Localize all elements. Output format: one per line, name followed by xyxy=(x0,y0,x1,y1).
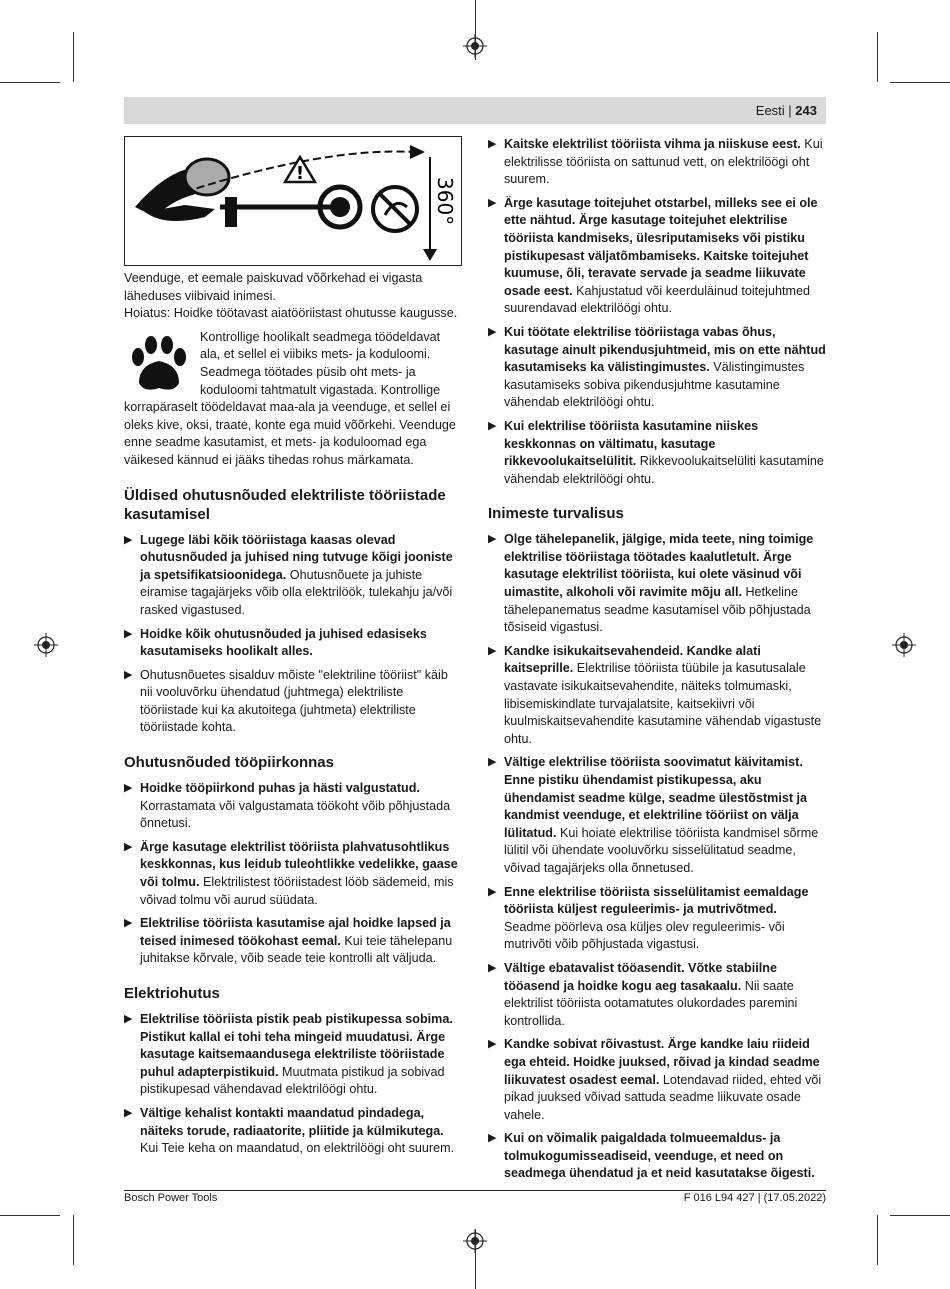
triangle-bullet-icon: ▶ xyxy=(124,668,133,681)
left-column xyxy=(124,270,462,1164)
list-item: ▶ Vältige ebatavalist tööasendit. Võtke stabiilne tööasend ja hoidke kogu aeg tasakaalu. Nii saate elektrilist tööriista ootamatutes olukordades paremini kontrollida. xyxy=(488,960,798,1028)
personal-list xyxy=(488,531,826,1183)
triangle-bullet-icon: ▶ xyxy=(488,533,497,546)
triangle-bullet-icon: ▶ xyxy=(488,885,497,898)
triangle-bullet-icon: ▶ xyxy=(488,756,497,769)
list-item: ▶ Kui elektrilise tööriista kasutamine niiskes keskkonnas on vältimatu, kasutage rikkevoolukaitselülitit. Rikkevoolukaitselüliti kasutamine vähendab elektrilöögi ohtu. xyxy=(488,418,824,486)
triangle-bullet-icon: ▶ xyxy=(488,196,497,209)
crop-mark xyxy=(0,1215,60,1216)
paw-print-icon xyxy=(124,333,194,395)
registration-mark-icon xyxy=(463,1229,487,1253)
footer-rule xyxy=(124,1190,826,1191)
header-bar xyxy=(124,97,826,124)
triangle-bullet-icon: ▶ xyxy=(488,961,497,974)
crop-mark xyxy=(73,1215,74,1265)
triangle-bullet-icon: ▶ xyxy=(124,1013,133,1025)
header-language: Eesti xyxy=(755,103,785,118)
triangle-bullet-icon: ▶ xyxy=(488,644,497,657)
crop-mark xyxy=(877,32,878,82)
registration-mark-icon xyxy=(34,633,58,657)
list-item: ▶ Olge tähelepanelik, jälgige, mida teete, ning toimige elektrilise tööriistaga töötades kaalutletult. Ärge kasutage elektrilist tööriista, kui olete väsinud või uimastite, alkoholi või ravimite mõju all. Hetkeline tähelepanematus seadme kasutamisel võib põhjustada tõsiseid vigastusi. xyxy=(488,532,814,635)
list-item: ▶ Kui töötate elektrilise tööriistaga vabas õhus, kasutage ainult pikendusjuhtmeid, mis on ette nähtud kasutamiseks ka välistingimustes. Välistingimustes kasutamiseks sobiva pikendusjuhtme kasutamine vähendab elektrilöögi ohtu. xyxy=(488,324,826,410)
list-item: ▶ Hoidke kõik ohutusnõuded ja juhised edasiseks kasutamiseks hoolikalt alles. xyxy=(124,626,427,659)
triangle-bullet-icon: ▶ xyxy=(124,782,133,795)
page-number: 243 xyxy=(795,103,817,118)
triangle-bullet-icon: ▶ xyxy=(488,138,497,150)
list-item: ▶ Elektrilise tööriista kasutamise ajal hoidke lapsed ja teised inimesed töökohast eemal. Kui teie tähelepanu juhitakse kõrvale, võib seade teie kontrolli alt väljuda. xyxy=(124,916,453,966)
list-item: ▶ Kaitske elektrilist tööriista vihma ja niiskuse eest. Kui elektrilisse tööriista on sattunud vett, on elektrilöögi oht suurem. xyxy=(488,137,823,187)
right-column xyxy=(488,136,826,1189)
page-header: Eesti | 243 xyxy=(755,103,817,118)
rotation-label: 360° xyxy=(433,177,457,226)
footer-publisher: Bosch Power Tools xyxy=(124,1192,218,1204)
list-item: ▶ Ohutusnõuetes sisalduv mõiste "elektriline tööriist" käib nii vooluvõrku ühendatud (juhtmega) elektriliste tööriistade kui ka akutoitega (juhtmeta) elektriliste tööriistade kohta. xyxy=(124,667,448,735)
triangle-bullet-icon: ▶ xyxy=(124,627,133,640)
list-item: ▶ Hoidke tööpiirkond puhas ja hästi valgustatud. Korrastamata või valgustamata töökoht võib põhjustada õnnetusi. xyxy=(124,781,451,831)
electric-list-continued xyxy=(488,136,826,488)
list-item: ▶ Lugege läbi kõik tööriistaga kaasas olevad ohutusnõuded ja juhised ning tutvuge kõigi jooniste ja spetsifikatsioonidega. Ohutusnõuete ja juhiste eiramise tagajärjeks võib olla elektrilöök, tulekahju ja/või rasked vigastused. xyxy=(124,532,453,617)
triangle-bullet-icon: ▶ xyxy=(124,917,133,930)
list-item: ▶ Kandke isikukaitsevahendeid. Kandke alati kaitseprille. Elektrilise tööriista tüübile ja kasutusalale vastavate isikukaitsevahendite, näiteks tolmumaski, libisemiskindlate turvajalatsite, kaitsekiivri või kuulmiskaitsevahendite kasutamine vähendab vigastuste ohtu. xyxy=(488,643,822,746)
registration-mark-icon xyxy=(892,633,916,657)
intro-text-1: Veenduge, et eemale paiskuvad võõrkehad ei vigasta läheduses viibivaid inimesi. xyxy=(124,271,423,303)
footer-doc-id: F 016 L94 427 | (17.05.2022) xyxy=(683,1192,826,1204)
svg-text:!: ! xyxy=(295,163,305,184)
list-item: ▶ Kui on võimalik paigaldada tolmueemaldus- ja tolmukogumisseadiseid, veenduge, et need on seadmega ühendatud ja et neid kasutatakse õigesti. xyxy=(488,1131,815,1181)
triangle-bullet-icon: ▶ xyxy=(488,419,497,432)
crop-mark xyxy=(890,82,950,83)
triangle-bullet-icon: ▶ xyxy=(488,1132,497,1145)
safety-illustration xyxy=(124,136,462,266)
triangle-bullet-icon: ▶ xyxy=(124,1106,133,1119)
registration-mark-icon xyxy=(463,34,487,58)
crop-mark xyxy=(0,82,60,83)
list-item: ▶ Enne elektrilise tööriista sisselülitamist eemaldage tööriista küljest reguleerimis- ja mutrivõtmed. Seadme pöörleva osa küljes olev reguleerimis- või mutrivõti võib põhjustada vigastusi. xyxy=(488,884,809,952)
section-title-electric: Elektriohutus xyxy=(124,985,220,1002)
electric-list xyxy=(124,1011,462,1158)
list-item: ▶ Ärge kasutage elektrilist tööriista plahvatusohtlikus keskkonnas, kus leidub tuleohtlikke vedelikke, gaase või tolmu. Elektrilistest tööriistadest lööb sädemeid, mis võivad tolmu või aurud süüdata. xyxy=(124,839,458,907)
list-item: ▶ Ärge kasutage toitejuhet otstarbel, milleks see ei ole ette nähtud. Ärge kasutage toitejuhet elektrilise tööriista kandmiseks, ülesriputamiseks või pistiku pistikupesast väljatõmbamiseks. Kaitske toitejuhet kuumuse, õli, teravate servade ja seadme liikuvate osade eest. Kahjustatud või keerduläinud toitejuhtmed suurendavad elektrilöögi ohtu. xyxy=(488,195,818,316)
trimmer-warning-icon xyxy=(125,137,461,265)
animal-warning xyxy=(124,329,462,470)
list-item: ▶ Elektrilise tööriista pistik peab pistikupessa sobima. Pistikut kallal ei tohi teha mingeid muudatusi. Ärge kasutage kaitsemaandusega elektriliste tööriistade puhul adapterpistikuid. Muutmata pistikud ja sobivad pistikupesad vähendavad elektrilöögi ohtu. xyxy=(124,1012,453,1097)
general-list xyxy=(124,532,462,738)
triangle-bullet-icon: ▶ xyxy=(488,325,497,338)
intro-text-2: Hoiatus: Hoidke töötavast aiatööriistast ohutusse kaugusse. xyxy=(124,306,458,321)
crop-mark xyxy=(890,1215,950,1216)
crop-mark xyxy=(877,1215,878,1265)
triangle-bullet-icon: ▶ xyxy=(124,840,133,853)
section-title-general: Üldised ohutusnõuded elektriliste tööriistade kasutamisel xyxy=(124,486,446,523)
section-title-workarea: Ohutusnõuded tööpiirkonnas xyxy=(124,754,334,772)
workarea-list xyxy=(124,780,462,968)
crop-mark xyxy=(73,32,74,82)
triangle-bullet-icon: ▶ xyxy=(124,533,133,546)
list-item: ▶ Kandke sobivat rõivastust. Ärge kandke laiu riideid ega ehteid. Hoidke juuksed, rõivad ja kindad seadme liikuvatest osadest eemal. Lotendavad riided, ehted või pikad juuksed võivad sattuda seadme liikuvate osade vahele. xyxy=(488,1037,822,1122)
triangle-bullet-icon: ▶ xyxy=(488,1038,497,1051)
animal-warning-text: Kontrollige hoolikalt seadmega töödeldavat ala, et sellel ei viibiks mets- ja koduloomi. Seadmega töötades püsib oht mets- ja koduloomi tahtmatult vigastada. Kontrollige korrapäraselt töödeldavat maa-ala ja veenduge, et sellel ei oleks kive, oksi, traate, konte ega muid võõrkehi. Veenduge enne seadme kasutamist, et mets- ja koduloomad ega väikesed kännud ei jääks tihedas rohus märkamata. xyxy=(124,329,456,467)
list-item: ▶ Vältige elektrilise tööriista soovimatut käivitamist. Enne pistiku ühendamist pistikupessa, aku ühendamist seadme külge, seadme ülestõstmist ja kandmist veenduge, et elektriline tööriist on välja lülitatud. Kui hoiate elektrilise tööriista kandmisel sõrme lülitil või ühendate vooluvõrku sisselülitatud seadme, võivad tagajärjeks olla õnnetused. xyxy=(488,755,819,875)
list-item: ▶ Vältige kehalist kontakti maandatud pindadega, näiteks torude, radiaatorite, pliitide ja külmikutega. Kui Teie keha on maandatud, on elektrilöögi oht suurem. xyxy=(124,1105,455,1156)
section-title-personal: Inimeste turvalisus xyxy=(488,505,624,523)
